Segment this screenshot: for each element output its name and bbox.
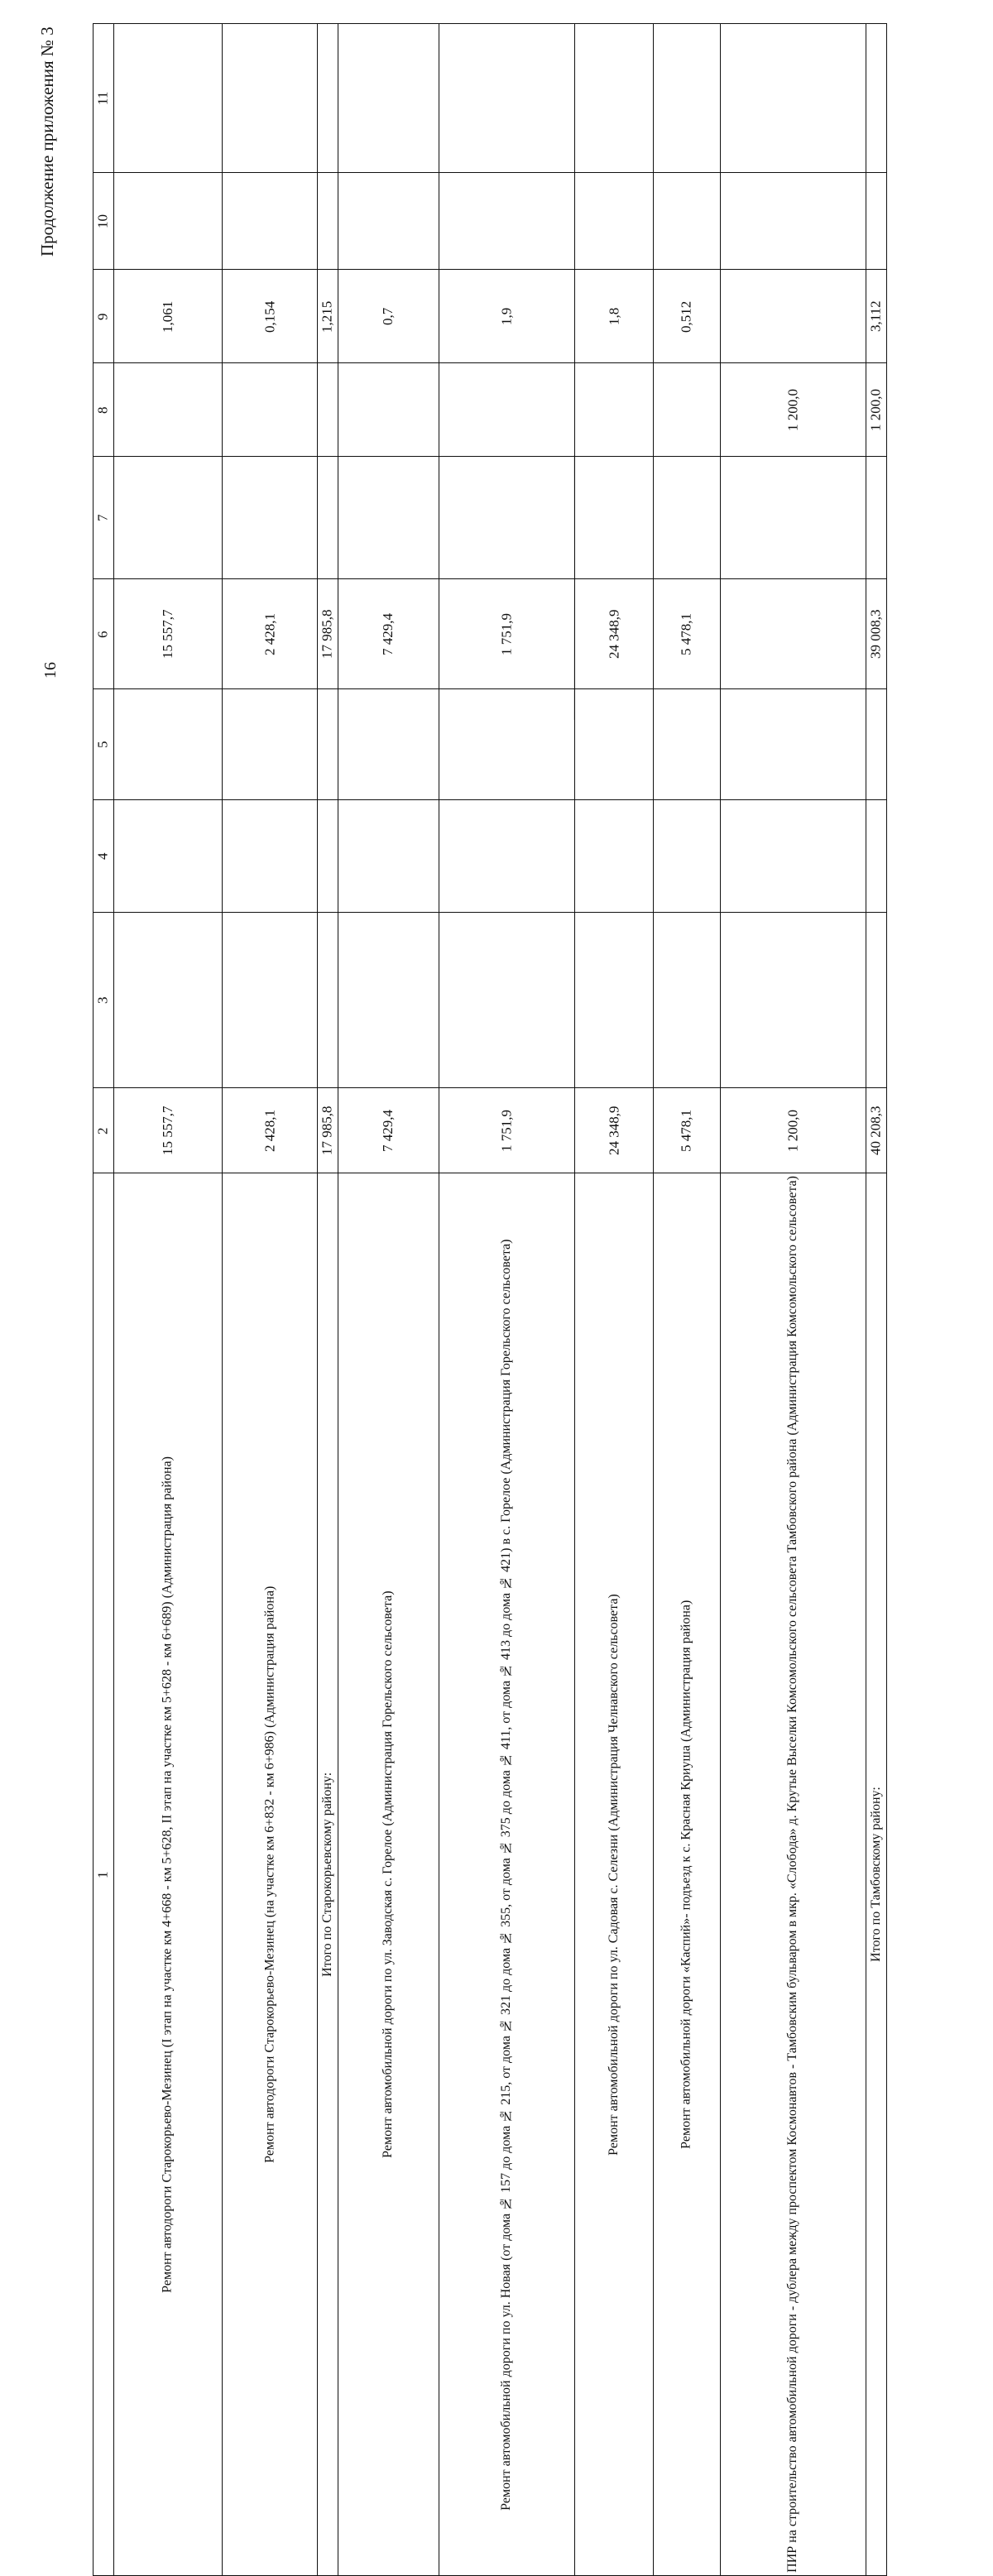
appendix-continuation-title: Продолжение приложения № 3 — [37, 26, 57, 257]
column-number: 8 — [94, 363, 114, 457]
value-cell-col-6: 5 478,1 — [653, 579, 720, 689]
value-cell-col-6 — [720, 579, 866, 689]
value-cell-col-3 — [338, 913, 439, 1088]
value-cell-col-5 — [439, 689, 574, 800]
table-column-strip — [94, 24, 887, 173]
value-cell-col-4 — [318, 800, 338, 913]
value-cell-col-11 — [653, 24, 720, 173]
column-number: 4 — [94, 800, 114, 913]
value-cell-col-4 — [113, 800, 222, 913]
value-cell-col-10 — [223, 173, 318, 270]
value-cell-col-7 — [439, 457, 574, 579]
table-column-strip — [94, 689, 887, 800]
table-column-strip — [94, 800, 887, 913]
value-cell-col-5 — [653, 689, 720, 800]
value-cell-col-7 — [575, 457, 653, 579]
value-cell-col-4 — [575, 800, 653, 913]
value-cell-col-2: 24 348,9 — [575, 1088, 653, 1173]
work-description: ПИР на строительство автомобильной дороги - дублера между проспектом Космонавтов - Тамбовским бульваром в мкр. «Слобода» д. Крутые Выселки Комсомольского сельсовета Тамбовского района (Администрация Комсомольского сельсовета) — [720, 1173, 866, 2576]
value-cell-col-10 — [866, 173, 887, 270]
value-cell-col-9: 1,061 — [113, 270, 222, 363]
column-number: 2 — [94, 1088, 114, 1173]
value-cell-col-8 — [575, 363, 653, 457]
value-cell-col-5 — [223, 689, 318, 800]
value-cell-col-2: 17 985,8 — [318, 1088, 338, 1173]
value-cell-col-9: 3,112 — [866, 270, 887, 363]
value-cell-col-11 — [720, 24, 866, 173]
column-number: 3 — [94, 913, 114, 1088]
road-repair-table — [93, 23, 887, 2576]
value-cell-col-8 — [113, 363, 222, 457]
value-cell-col-8 — [318, 363, 338, 457]
value-cell-col-5 — [575, 689, 653, 800]
value-cell-col-4 — [338, 800, 439, 913]
value-cell-col-3 — [318, 913, 338, 1088]
value-cell-col-9 — [720, 270, 866, 363]
value-cell-col-2: 5 478,1 — [653, 1088, 720, 1173]
table-column-strip — [94, 913, 887, 1088]
value-cell-col-3 — [113, 913, 222, 1088]
table-column-strip — [94, 363, 887, 457]
value-cell-col-11 — [338, 24, 439, 173]
value-cell-col-2: 2 428,1 — [223, 1088, 318, 1173]
work-description: Ремонт автомобильной дороги «Каспий»- подъезд к с. Красная Криуша (Администрация района) — [653, 1173, 720, 2576]
value-cell-col-11 — [113, 24, 222, 173]
value-cell-col-6: 17 985,8 — [318, 579, 338, 689]
work-description: Ремонт автодороги Старокорьево-Мезинец (I этап на участке км 4+668 - км 5+628, II этап на участке км 5+628 - км 6+689) (Администрация района) — [113, 1173, 222, 2576]
table-column-strip — [94, 270, 887, 363]
value-cell-col-11 — [866, 24, 887, 173]
value-cell-col-10 — [338, 173, 439, 270]
value-cell-col-7 — [653, 457, 720, 579]
value-cell-col-9: 0,7 — [338, 270, 439, 363]
work-description: Ремонт автодороги Старокорьево-Мезинец (на участке км 6+832 - км 6+986) (Администрация района) — [223, 1173, 318, 2576]
value-cell-col-3 — [223, 913, 318, 1088]
table-column-strip — [94, 1088, 887, 1173]
column-number: 5 — [94, 689, 114, 800]
value-cell-col-9: 0,512 — [653, 270, 720, 363]
value-cell-col-6: 7 429,4 — [338, 579, 439, 689]
value-cell-col-5 — [113, 689, 222, 800]
value-cell-col-8 — [223, 363, 318, 457]
work-description: Ремонт автомобильной дороги по ул. Садовая с. Селезни (Администрация Челнавского сельсовета) — [575, 1173, 653, 2576]
value-cell-col-6: 1 751,9 — [439, 579, 574, 689]
value-cell-col-7 — [338, 457, 439, 579]
value-cell-col-3 — [866, 913, 887, 1088]
value-cell-col-9: 1,8 — [575, 270, 653, 363]
work-description: Ремонт автомобильной дороги по ул. Заводская с. Горелое (Администрация Горельского сельсовета) — [338, 1173, 439, 2576]
value-cell-col-11 — [575, 24, 653, 173]
value-cell-col-10 — [653, 173, 720, 270]
table-column-strip — [94, 173, 887, 270]
work-description: Ремонт автомобильной дороги по ул. Новая (от дома № 157 до дома № 215, от дома № 321 до дома № 355, от дома № 375 до дома № 411, от дома № 413 до дома № 421) в с. Горелое (Администрация Горельского сельсовета) — [439, 1173, 574, 2576]
value-cell-col-4 — [720, 800, 866, 913]
value-cell-col-10 — [318, 173, 338, 270]
column-number: 9 — [94, 270, 114, 363]
value-cell-col-7 — [720, 457, 866, 579]
column-number: 1 — [94, 1173, 114, 2576]
table-column-strip — [94, 1173, 887, 2576]
value-cell-col-8 — [439, 363, 574, 457]
value-cell-col-8: 1 200,0 — [720, 363, 866, 457]
value-cell-col-2: 1 751,9 — [439, 1088, 574, 1173]
column-number: 11 — [94, 24, 114, 173]
table-body — [94, 24, 887, 2576]
value-cell-col-8: 1 200,0 — [866, 363, 887, 457]
table-column-strip — [94, 457, 887, 579]
value-cell-col-5 — [318, 689, 338, 800]
value-cell-col-10 — [720, 173, 866, 270]
value-cell-col-8 — [653, 363, 720, 457]
value-cell-col-11 — [318, 24, 338, 173]
value-cell-col-4 — [223, 800, 318, 913]
value-cell-col-10 — [575, 173, 653, 270]
value-cell-col-3 — [653, 913, 720, 1088]
value-cell-col-2: 40 208,3 — [866, 1088, 887, 1173]
value-cell-col-7 — [223, 457, 318, 579]
value-cell-col-6: 2 428,1 — [223, 579, 318, 689]
value-cell-col-6: 15 557,7 — [113, 579, 222, 689]
column-number: 10 — [94, 173, 114, 270]
value-cell-col-3 — [720, 913, 866, 1088]
value-cell-col-8 — [338, 363, 439, 457]
value-cell-col-5 — [866, 689, 887, 800]
value-cell-col-2: 1 200,0 — [720, 1088, 866, 1173]
value-cell-col-4 — [439, 800, 574, 913]
value-cell-col-9: 0,154 — [223, 270, 318, 363]
value-cell-col-6: 24 348,9 — [575, 579, 653, 689]
total-label: Итого по Тамбовскому району: — [866, 1173, 887, 2576]
value-cell-col-3 — [575, 913, 653, 1088]
value-cell-col-7 — [866, 457, 887, 579]
value-cell-col-5 — [720, 689, 866, 800]
column-number: 7 — [94, 457, 114, 579]
value-cell-col-7 — [113, 457, 222, 579]
value-cell-col-4 — [866, 800, 887, 913]
value-cell-col-2: 15 557,7 — [113, 1088, 222, 1173]
value-cell-col-9: 1,215 — [318, 270, 338, 363]
value-cell-col-10 — [113, 173, 222, 270]
value-cell-col-9: 1,9 — [439, 270, 574, 363]
value-cell-col-10 — [439, 173, 574, 270]
value-cell-col-11 — [223, 24, 318, 173]
total-label: Итого по Старокорьевскому району: — [318, 1173, 338, 2576]
value-cell-col-11 — [439, 24, 574, 173]
column-number: 6 — [94, 579, 114, 689]
value-cell-col-5 — [338, 689, 439, 800]
value-cell-col-3 — [439, 913, 574, 1088]
value-cell-col-2: 7 429,4 — [338, 1088, 439, 1173]
value-cell-col-6: 39 008,3 — [866, 579, 887, 689]
table-column-strip — [94, 579, 887, 689]
value-cell-col-7 — [318, 457, 338, 579]
page-number: 16 — [41, 662, 60, 679]
value-cell-col-4 — [653, 800, 720, 913]
